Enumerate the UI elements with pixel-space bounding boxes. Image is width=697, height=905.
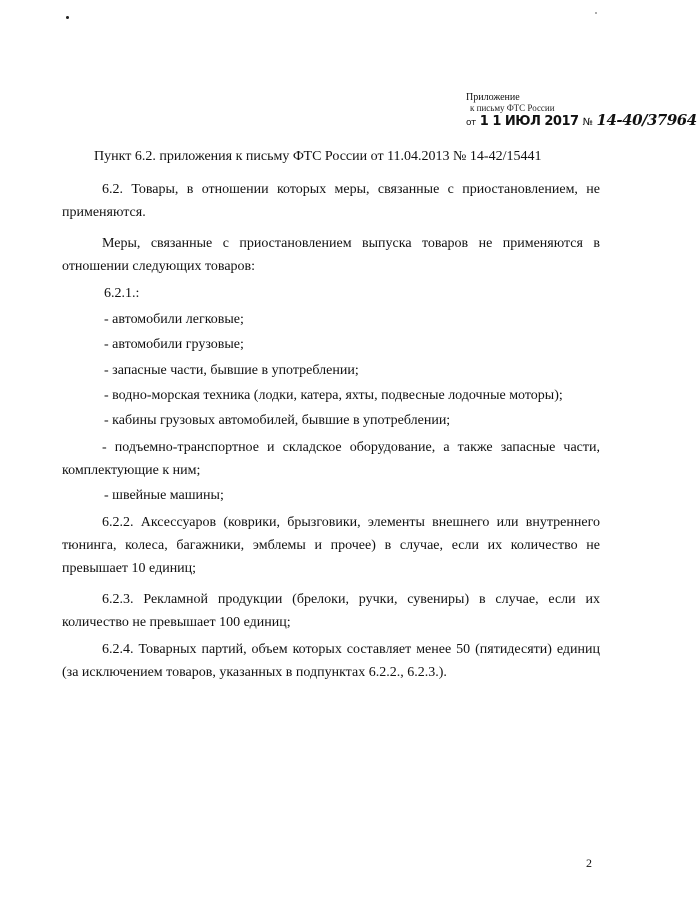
- paragraph-6-2-2: 6.2.2. Аксессуаров (коврики, брызговики, элементы внешнего или внутреннего тюнинга, колеса, багажники, эмблемы и прочее) в случае, если их количество не превышает 10 единиц;: [62, 515, 600, 576]
- list-item: - автомобили грузовые;: [104, 337, 244, 352]
- list-item: - запасные части, бывшие в употреблении;: [104, 363, 359, 378]
- date-stamp: [466, 111, 697, 131]
- list-item: - автомобили легковые;: [104, 312, 244, 327]
- subsection-6-2-1: 6.2.1.:: [104, 286, 140, 301]
- list-item: - водно-морская техника (лодки, катера, яхты, подвесные лодочные моторы);: [104, 388, 563, 403]
- registration-number: 14-40/37964: [596, 111, 697, 129]
- paragraph-6-2: 6.2. Товары, в отношении которых меры, связанные с приостановлением, не применяются.: [62, 182, 600, 220]
- appendix-line1: Приложение: [466, 92, 520, 103]
- stamp-prefix: от: [466, 118, 476, 128]
- paragraph-6-2-4: 6.2.4. Товарных партий, объем которых составляет менее 50 (пятидесяти) единиц (за исключением товаров, указанных в подпунктах 6.2.2., 6.2.3.).: [62, 642, 600, 680]
- list-item: - швейные машины;: [104, 488, 224, 503]
- scan-speck: [66, 16, 69, 19]
- page-number: 2: [586, 856, 592, 870]
- paragraph-6-2-3: 6.2.3. Рекламной продукции (брелоки, ручки, сувениры) в случае, если их количество не превышает 100 единиц;: [62, 592, 600, 630]
- appendix-note: [466, 92, 697, 131]
- list-item: - кабины грузовых автомобилей, бывшие в употреблении;: [104, 413, 451, 428]
- list-item-long: - подъемно-транспортное и складское оборудование, а также запасные части, комплектующие к ним;: [62, 440, 600, 478]
- number-sign: №: [582, 117, 593, 128]
- document-title: Пункт 6.2. приложения к письму ФТС России от 11.04.2013 № 14-42/15441: [94, 149, 542, 164]
- paragraph-measures: Меры, связанные с приостановлением выпуска товаров не применяются в отношении следующих товаров:: [62, 236, 600, 274]
- scan-speck: [595, 12, 597, 14]
- stamp-date: 1 1 ИЮЛ 2017: [479, 114, 579, 129]
- appendix-line2: к письму ФТС России: [470, 103, 555, 113]
